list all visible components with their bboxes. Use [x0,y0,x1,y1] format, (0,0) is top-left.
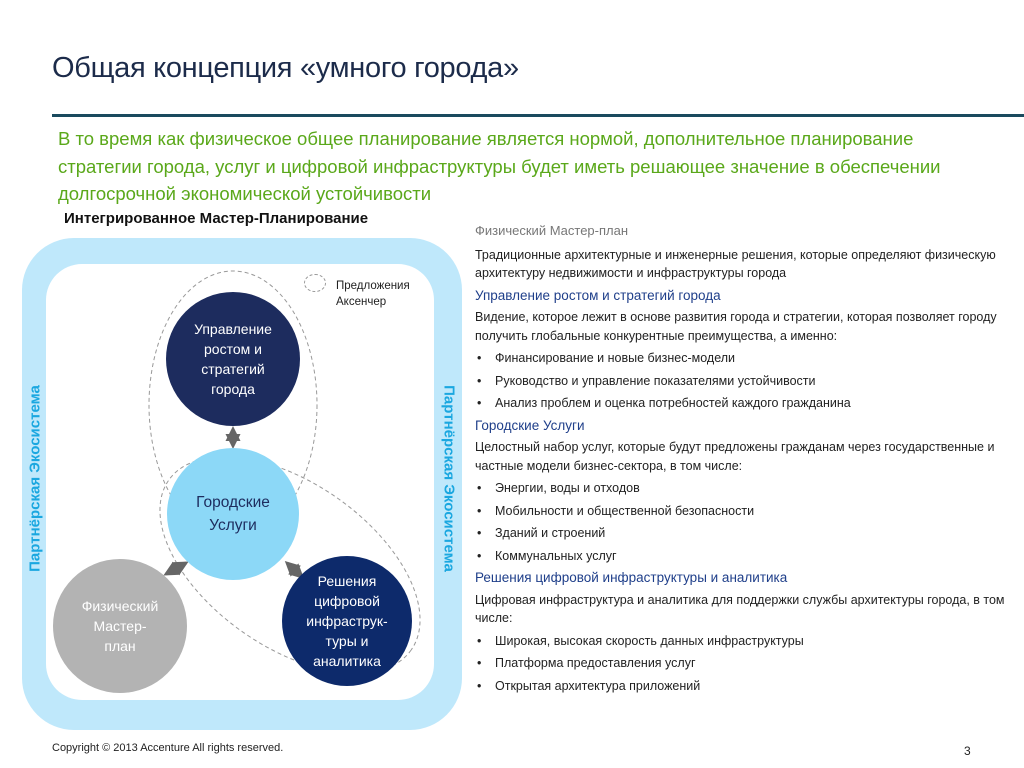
digital-infrastructure-circle [282,556,412,686]
growth-strategy-label: Управление ростом и стратегий города [194,321,272,397]
list-item: • Мобильности и общественной безопасности [475,502,1010,521]
legend-label: Предложения Аксенчер [336,280,410,308]
services-body: Целостный набор услуг, которые будут предложены гражданам через государственные и частные модели бизнес-сектора, в том числе: [475,440,995,473]
list-item: • Широкая, высокая скорость данных инфраструктуры [475,632,1010,651]
digital-heading: Решения цифровой инфраструктуры и аналитика [475,570,788,585]
dashed-ellipse-legend-icon [304,274,326,292]
physical-body: Традиционные архитектурные и инженерные решения, которые определяют физическую архитектуру недвижимости и инфраструктуры города [475,247,996,280]
city-services-label: Городские Услуги [196,494,270,534]
growth-strategy-circle [166,292,300,426]
details-panel [475,222,1010,699]
list-item: • Коммунальных услуг [475,547,1010,566]
list-item: • Анализ проблем и оценка потребностей каждого гражданина [475,394,1010,413]
digital-body: Цифровая инфраструктура и аналитика для поддержки службы архитектуры города, в том числе: [475,592,1005,625]
lead-text: В то время как физическое общее планирование является нормой, дополнительное планирование стратегии города, услуг и цифровой инфраструктуры будет иметь решающее значение в обеспечении долгосрочной экономической устойчивости [58,128,941,204]
growth-body: Видение, которое лежит в основе развития города и стратегии, которая позволяет городу получить глобальные конкурентные преимущества, а именно: [475,310,997,343]
digital-list [475,632,1010,696]
slide-title: Общая концепция «умного города» [52,52,519,84]
list-item: • Энергии, воды и отходов [475,479,1010,498]
physical-heading: Физический Мастер-план [475,223,629,238]
physical-masterplan-circle [53,559,187,693]
services-heading: Городские Услуги [475,417,585,433]
page-number: 3 [964,744,971,758]
ecosystem-label-left: Партнёрская Экосистема [26,385,44,572]
list-item: • Зданий и строений [475,524,1010,543]
physical-masterplan-label: Физический Мастер- план [81,598,159,654]
list-item: • Финансирование и новые бизнес-модели [475,349,1010,368]
copyright: Copyright © 2013 Accenture All rights reserved. [52,742,284,754]
city-services-circle [167,448,299,580]
ecosystem-label-right: Партнёрская Экосистема [440,385,458,572]
growth-heading: Управление ростом и стратегий города [475,287,721,303]
list-item: • Руководство и управление показателями устойчивости [475,372,1010,391]
services-list [475,479,1010,565]
digital-infrastructure-label: Решения цифровой инфраструк- туры и аналитика [306,573,388,669]
diagram-title: Интегрированное Мастер-Планирование [64,210,369,227]
list-item: • Платформа предоставления услуг [475,654,1010,673]
list-item: • Открытая архитектура приложений [475,677,1010,696]
growth-list [475,349,1010,413]
